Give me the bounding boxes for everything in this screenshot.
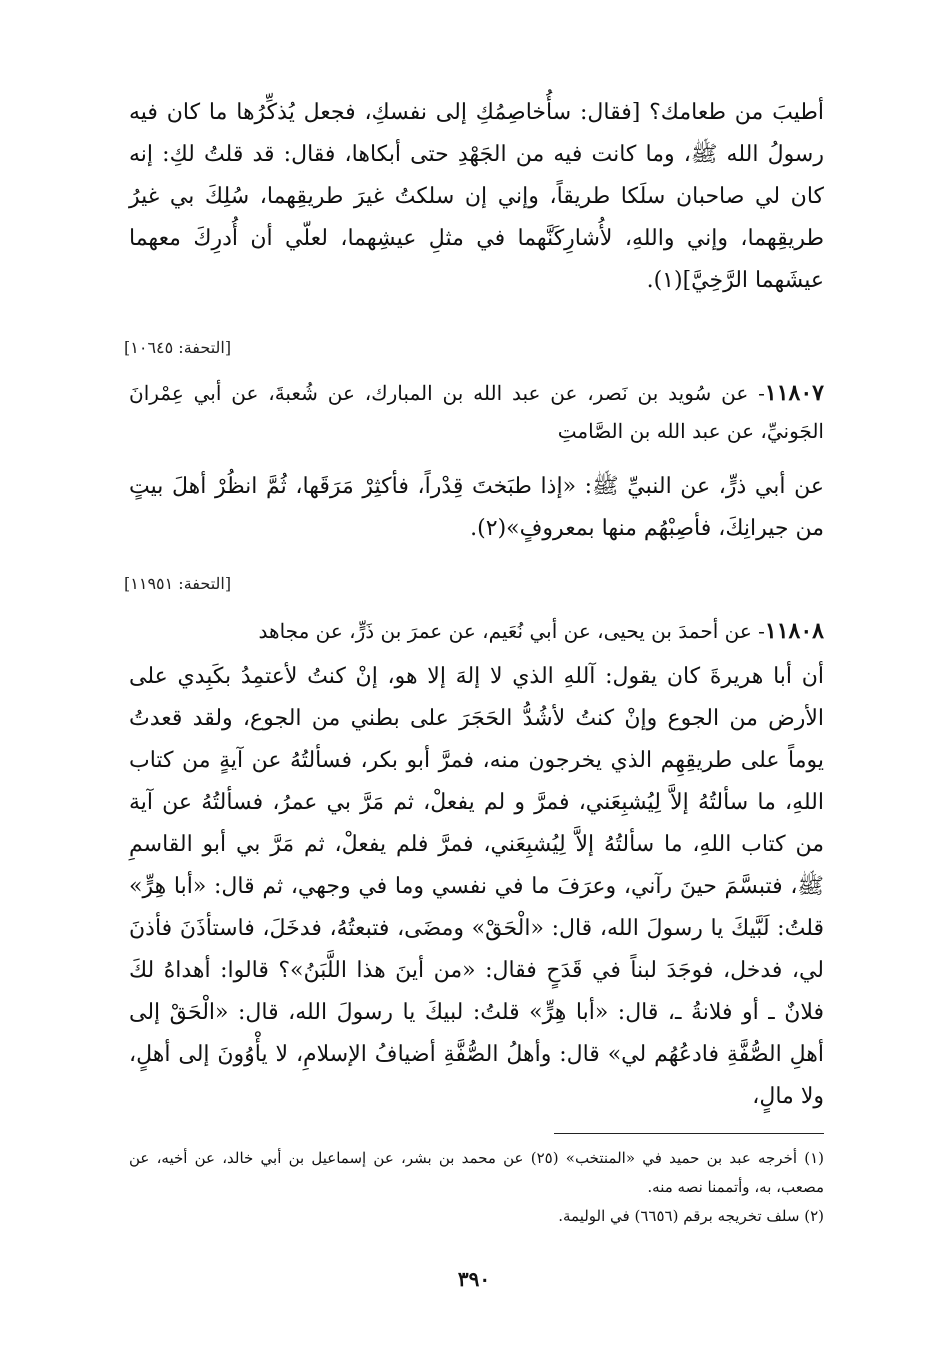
footnotes [129, 1144, 824, 1231]
hadith-11808-matn: أن أبا هريرةَ كان يقول: آللهِ الذي لا إلهَ إلا هو، إنْ كنتُ لأعتمِدُ بكَبِدي على الأرض من الجوع وإنْ كنتُ لأشُدُّ الحَجَرَ على بطني من الجوع، ولقد قعدتُ يوماً على طريقِهِم الذي يخرجون منه، فمرَّ أبو بكر، فسألتُهُ عن آيةٍ من كتاب اللهِ، ما سألتُهُ إلاَّ لِيُشبِعَني، فمرَّ و لم يفعلْ، ثم مَرَّ بي عمرُ، فسألتُهُ عن آية من كتاب اللهِ، ما سألتُهُ إلاَّ لِيُشبِعَني، فمرَّ فلم يفعلْ، ثم مَرَّ بي أبو القاسمِ ﷺ، فتبسَّمَ حينَ رآني، وعرَفَ ما في نفسي وما في وجهي، ثم قال: «أبا هِرٍّ» قلتُ: لَبَّيكَ يا رسولَ الله، قال: «الْحَقْ» ومضَى، فتبعتُهُ، فدخَلَ، فاستأذَنَ فأذنَ لي، فدخل، فوجَدَ لبناً في قَدَحٍ فقال: «من أينَ هذا اللَّبَنُ»؟ قالوا: أهداهُ لكَ فلانٌ ـ أو فلانةُ ـ، قال: «أبا هِرٍّ» قلتُ: لبيكَ يا رسولَ الله، قال: «الْحَقْ إلى أهلِ الصُّفَّةِ فادعُهُم لي» قال: وأهلُ الصُّفَّةِ أضيافُ الإسلامِ، لا يأْوُونَ إلى أهلٍ، ولا مالٍ، [129, 664, 824, 1109]
isnad-text: - عن أحمدَ بن يحيى، عن أبي نُعَيم، عن عمرَ بن ذَرٍّ، عن مجاهد [258, 619, 765, 643]
tuhfa-reference-1: [التحفة: ١٠٦٤٥] [124, 338, 232, 357]
isnad-text: - عن سُويد بن نَصر، عن عبد الله بن المبارك، عن شُعبةَ، عن أبي عِمْرانَ الجَونيِّ، عن عبد الله بن الصَّامتِ [129, 381, 824, 443]
footnote-1: (١) أخرجه عبد بن حميد في «المنتخب» (٢٥) عن محمد بن بشر، عن إسماعيل بن أبي خالد، عن أخيه، عن مصعب، به، وأتممنا نصه منه. [129, 1149, 824, 1196]
hadith-number-11808: ١١٨٠٨ [764, 618, 824, 644]
hadith-11808-chain [129, 612, 824, 650]
hadith-11807-matn: عن أبي ذرٍّ، عن النبيِّ ﷺ: «إذا طبَختَ قِدْراً، فأكثِرْ مَرَقَها، ثُمَّ انظُرْ أهلَ بيتٍ من جيرانِكَ، فأصِبْهُم منها بمعروفٍ»(٢). [129, 474, 824, 541]
paragraph-continuation: أطيبَ من طعامك؟ [فقال: سأُخاصِمُكِ إلى نفسكِ، فجعل يُذكِّرُها ما كان فيه رسولُ الله ﷺ، وما كانت فيه من الجَهْدِ حتى أبكاها، فقال: قد قلتُ لكِ: إنه كان لي صاحبان سلَكا طريقاً، وإني إن سلكتُ غيرَ طريقِهما، سُلِكَ بي غيرُ طريقِهما، وإني واللهِ، لأُشارِكَنَّهما في مثلِ عيشِهما، لعلّي أن أُدرِكَ معهما عيشَهما الرَّخِيَّ](١). [129, 100, 824, 293]
hadith-number-11807: ١١٨٠٧ [764, 380, 824, 406]
hadith-11807-chain [129, 374, 824, 450]
footnote-divider [554, 1133, 824, 1134]
tuhfa-reference-2: [التحفة: ١١٩٥١] [124, 574, 232, 593]
page-number: ٣٩٠ [457, 1267, 491, 1291]
footnote-2: (٢) سلف تخريجه برقم (٦٦٥٦) في الوليمة. [558, 1207, 824, 1225]
